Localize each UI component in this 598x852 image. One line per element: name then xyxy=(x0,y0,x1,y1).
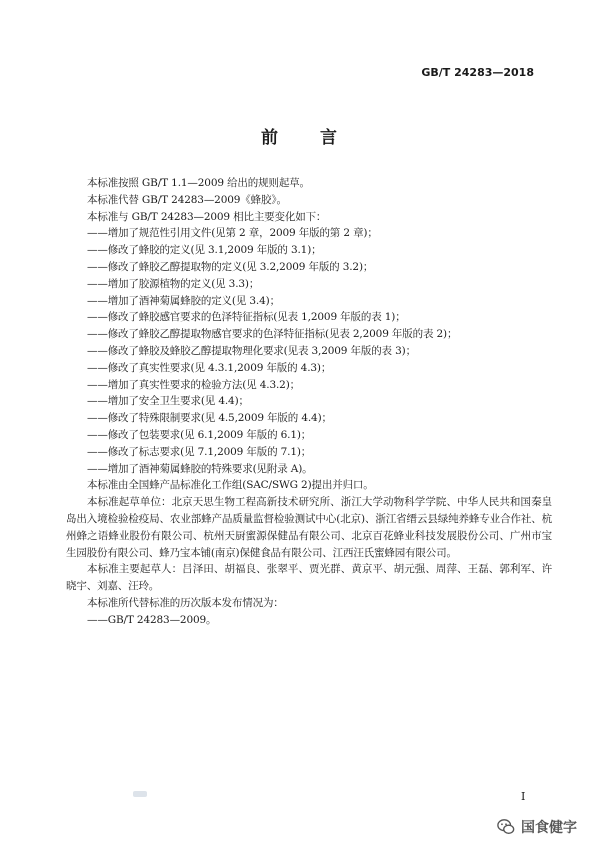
history-intro: 本标准所代替标准的历次版本发布情况为： xyxy=(87,596,284,609)
change-item: ——修改了包装要求(见 6.1,2009 年版的 6.1)； xyxy=(87,428,312,441)
change-item: ——增加了胶源植物的定义(见 3.3)； xyxy=(87,277,260,290)
change-item: ——增加了规范性引用文件(见第 2 章，2009 年版的第 2 章)； xyxy=(87,227,378,240)
change-item: ——修改了蜂胶的定义(见 3.1,2009 年版的 3.1)； xyxy=(87,244,322,257)
text-line: 本标准代替 GB/T 24283—2009《蜂胶》。 xyxy=(87,193,287,206)
change-item: ——修改了蜂胶感官要求的色泽特征指标(见表 1,2009 年版的表 1)； xyxy=(87,311,406,324)
change-item: ——修改了蜂胶及蜂胶乙醇提取物理化要求(见表 3,2009 年版的表 3)； xyxy=(87,344,416,357)
change-item: ——修改了特殊限制要求(见 4.5,2009 年版的 4.4)； xyxy=(87,412,332,425)
watermark-text: 国食健字 xyxy=(521,820,577,836)
change-item: ——增加了安全卫生要求(见 4.4)； xyxy=(87,395,249,408)
history-item: ——GB/T 24283—2009。 xyxy=(87,613,217,626)
watermark xyxy=(497,817,577,837)
page-title: 前 言 xyxy=(261,128,355,148)
text-line: 本标准按照 GB/T 1.1—2009 给出的规则起草。 xyxy=(87,177,310,189)
drafters-paragraph: 本标准主要起草人：吕泽田、胡福良、张翠平、贾光群、黄京平、胡元强、周萍、王磊、郭利军、许晓宇、刘嘉、汪玲。 xyxy=(66,563,552,593)
wechat-icon xyxy=(497,818,515,836)
foreword-body xyxy=(66,175,552,629)
text-line: 本标准与 GB/T 24283—2009 相比主要变化如下： xyxy=(87,210,327,223)
change-item: ——修改了真实性要求(见 4.3.1,2009 年版的 4.3)； xyxy=(87,361,332,374)
text-line: 本标准由全国蜂产品标准化工作组(SAC/SWG 2)提出并归口。 xyxy=(87,479,374,492)
page-number: I xyxy=(521,790,526,803)
change-item: ——修改了标志要求(见 7.1,2009 年版的 7.1)； xyxy=(87,445,312,458)
change-item: ——修改了蜂胶乙醇提取物感官要求的色泽特征指标(见表 2,2009 年版的表 2)； xyxy=(87,328,458,341)
change-item: ——增加了真实性要求的检验方法(见 4.3.2)； xyxy=(87,378,300,391)
scan-mark xyxy=(133,791,147,797)
change-item: ——修改了蜂胶乙醇提取物的定义(见 3.2,2009 年版的 3.2)； xyxy=(87,260,374,273)
change-item: ——增加了酒神菊属蜂胶的定义(见 3.4)； xyxy=(87,294,280,307)
drafting-units-paragraph: 本标准起草单位：北京天思生物工程高新技术研究所、浙江大学动物科学学院、中华人民共和国秦皇岛出入境检验检疫局、农业部蜂产品质量监督检验测试中心(北京)、浙江省缙云县绿纯养蜂专业合作社、杭州蜂之语蜂业股份有限公司、杭州天厨蜜源保健品有限公司、北京百花蜂业科技发展股份公司、广州市宝生园股份有限公司、蜂乃宝本铺(南京)保健食品有限公司、江西汪氏蜜蜂园有限公司。 xyxy=(66,496,552,559)
standard-number: GB/T 24283—2018 xyxy=(421,66,534,79)
change-item: ——增加了酒神菊属蜂胶的特殊要求(见附录 A)。 xyxy=(87,462,313,475)
